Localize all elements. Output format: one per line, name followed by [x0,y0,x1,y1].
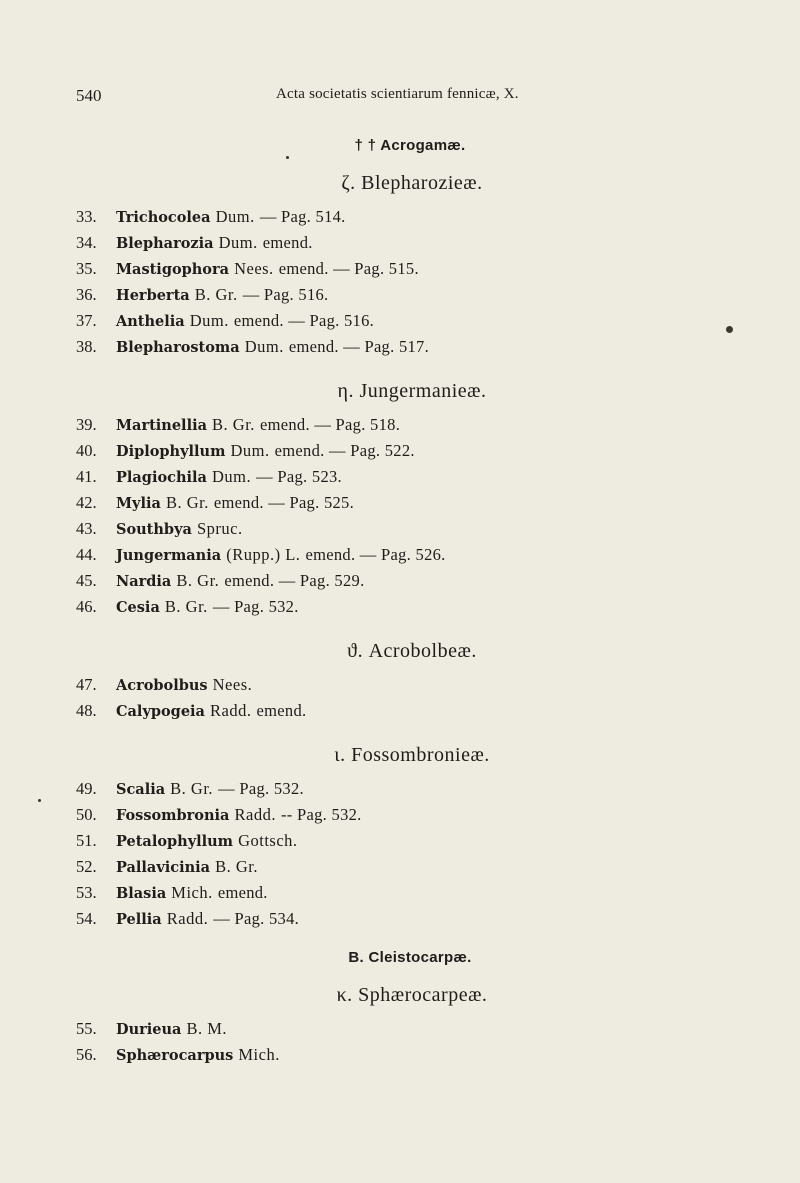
print-speck [726,326,733,333]
entry-number: 56. [76,1045,97,1064]
genus-author: Gottsch. [238,831,298,850]
entry-number: 44. [76,545,97,564]
genus-name: Martinellia [116,417,207,434]
genus-author: Radd. [234,805,276,824]
page-reference: emend. — Pag. 518. [260,415,401,434]
page-reference: — Pag. 523. [256,467,342,486]
genus-line [116,828,298,855]
page-number: 540 [76,86,102,105]
entry-number: 33. [76,207,97,226]
genus-entry [0,438,800,464]
genus-name: Southbya [116,521,192,538]
genus-author: Nees. [234,259,274,278]
genus-name: Mastigophora [116,261,230,278]
genus-author: (Rupp.) L. [226,545,301,564]
entry-number: 40. [76,441,97,460]
genus-entry [0,802,800,828]
genus-name: Nardia [116,573,172,590]
genus-author: B. M. [186,1019,228,1038]
genus-entry [0,1042,800,1068]
genus-line [116,698,306,725]
taxonomic-list [0,130,800,1078]
genus-author: Dum. [230,441,270,460]
genus-author: Radd. [210,701,252,720]
genus-name: Scalia [116,781,166,798]
genus-line [116,230,313,257]
genus-author: Radd. [166,909,209,928]
genus-line [116,880,268,907]
entry-number: 46. [76,597,97,616]
genus-entry [0,412,800,438]
genus-entry [0,776,800,802]
tribe-heading: ϑ. Acrobolbeæ. [347,640,477,662]
genus-author: Spruc. [196,519,243,538]
genus-author: B. Gr. [165,493,209,512]
genus-entry [0,828,800,854]
genus-line [116,412,400,439]
genus-author: B. Gr. [212,415,255,434]
genus-name: Trichocolea [116,209,211,226]
genus-name: Pellia [116,911,162,928]
entry-number: 50. [76,805,97,824]
entry-number: 47. [76,675,97,694]
entry-number: 55. [76,1019,97,1038]
genus-line [116,906,299,933]
genus-author: Dum. [215,207,255,226]
genus-line [116,1042,280,1069]
genus-name: Acrobolbus [116,677,208,694]
genus-author: Dum. [218,233,258,252]
page-reference: emend. — Pag. 526. [305,545,446,564]
entry-number: 39. [76,415,97,434]
genus-name: Sphærocarpus [116,1047,234,1064]
page-reference: emend. [256,701,307,720]
tribe-heading: η. Jungermanieæ. [337,380,487,402]
genus-line [116,516,243,543]
genus-line [116,308,374,335]
page-reference: — Pag. 534. [213,909,300,928]
genus-name: Cesia [116,599,160,616]
genus-line [116,464,342,491]
genus-name: Jungermania [116,547,222,564]
genus-entry [0,594,800,620]
entry-number: 54. [76,909,97,928]
genus-name: Petalophyllum [116,833,234,850]
genus-entry [0,464,800,490]
genus-author: Dum. [244,337,284,356]
entry-number: 35. [76,259,97,278]
genus-entry [0,568,800,594]
genus-entry [0,880,800,906]
genus-line [116,672,252,699]
entry-number: 38. [76,337,97,356]
print-speck [38,799,41,802]
page-reference: -- Pag. 532. [281,805,362,824]
genus-line [116,776,304,803]
genus-entry [0,1016,800,1042]
genus-author: B. Gr. [194,285,238,304]
major-group-heading: † † Acrogamæ. [354,137,466,154]
genus-name: Diplophyllum [116,443,226,460]
page-reference: emend. — Pag. 517. [288,337,430,356]
genus-name: Mylia [116,495,161,512]
genus-entry [0,256,800,282]
entry-number: 52. [76,857,97,876]
genus-line [116,802,362,829]
genus-entry [0,672,800,698]
entry-number: 37. [76,311,97,330]
genus-name: Calypogeia [116,703,205,720]
page-reference: emend. [217,883,268,902]
entry-number: 49. [76,779,97,798]
genus-entry [0,204,800,230]
genus-name: Fossombronia [116,807,230,824]
page-reference: emend. — Pag. 522. [274,441,415,460]
genus-line [116,854,258,881]
genus-name: Anthelia [116,313,185,330]
genus-line [116,256,419,283]
genus-author: Dum. [189,311,229,330]
genus-line [116,282,329,309]
page-reference: — Pag. 532. [218,779,304,798]
genus-name: Blasia [116,885,167,902]
genus-author: B. Gr. [164,597,208,616]
page-reference: — Pag. 532. [212,597,299,616]
genus-entry [0,906,800,932]
entry-number: 53. [76,883,97,902]
genus-line [116,594,299,621]
page-reference: emend. — Pag. 516. [233,311,375,330]
entry-number: 41. [76,467,97,486]
genus-author: Mich. [238,1045,280,1064]
entry-number: 48. [76,701,97,720]
page-reference: emend. — Pag. 529. [224,571,365,590]
genus-author: Nees. [212,675,253,694]
genus-entry [0,230,800,256]
genus-name: Pallavicinia [116,859,211,876]
genus-entry [0,308,800,334]
genus-author: Mich. [171,883,213,902]
tribe-heading: κ. Sphærocarpeæ. [336,984,488,1006]
page-reference: emend. [262,233,313,252]
tribe-heading: ι. Fossombronieæ. [334,744,490,766]
genus-entry [0,516,800,542]
genus-entry [0,854,800,880]
genus-author: Dum. [211,467,252,486]
tribe-heading: ζ. Blepharozieæ. [341,172,483,194]
genus-name: Durieua [116,1021,182,1038]
genus-line [116,438,415,465]
genus-entry [0,334,800,360]
genus-entry [0,542,800,568]
genus-line [116,334,429,361]
genus-name: Blepharozia [116,235,214,252]
page-reference: — Pag. 516. [242,285,329,304]
genus-name: Blepharostoma [116,339,240,356]
genus-author: B. Gr. [176,571,220,590]
entry-number: 43. [76,519,97,538]
genus-line [116,568,365,595]
genus-entry [0,698,800,724]
entry-number: 42. [76,493,97,512]
entry-number: 34. [76,233,97,252]
genus-line [116,204,346,231]
print-speck [286,156,289,159]
page-reference: emend. — Pag. 515. [278,259,419,278]
genus-author: B. Gr. [170,779,214,798]
major-group-heading: B. Cleistocarpæ. [348,949,472,966]
page-header [76,86,760,110]
genus-entry [0,490,800,516]
page-reference: emend. — Pag. 525. [213,493,355,512]
genus-author: B. Gr. [215,857,258,876]
genus-entry [0,282,800,308]
genus-line [116,490,354,517]
genus-line [116,542,446,569]
entry-number: 45. [76,571,97,590]
genus-name: Herberta [116,287,190,304]
entry-number: 51. [76,831,97,850]
page-reference: — Pag. 514. [259,207,346,226]
entry-number: 36. [76,285,97,304]
genus-name: Plagiochila [116,469,207,486]
running-title: Acta societatis scientiarum fennicæ, X. [276,86,519,102]
genus-line [116,1016,227,1043]
